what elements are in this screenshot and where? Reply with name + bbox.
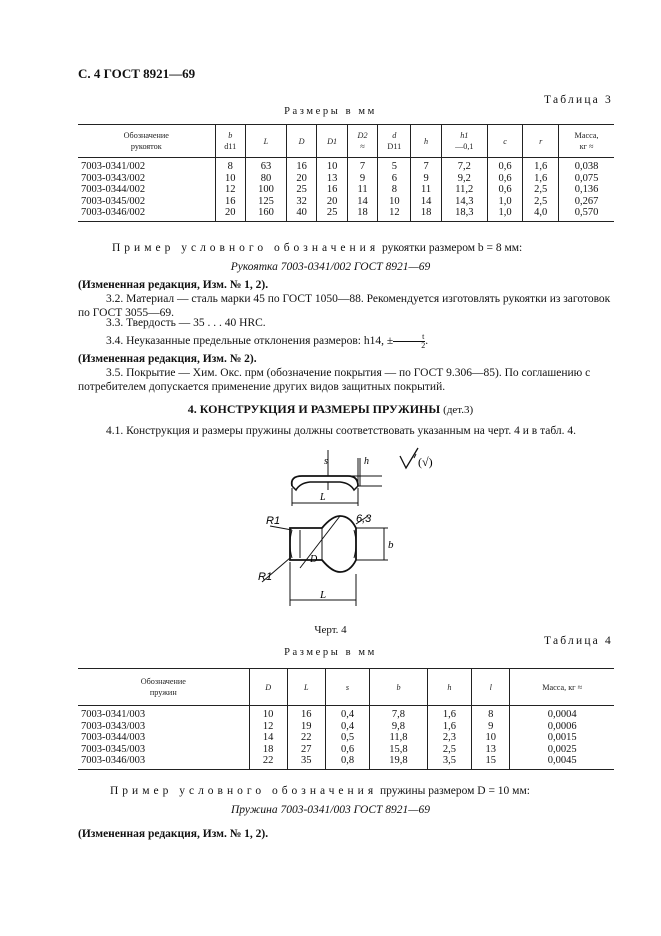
table3-header-text: d <box>392 131 397 140</box>
table3-header-text: D2 <box>357 131 368 140</box>
revision-note-1: (Измененная редакция, Изм. № 1, 2). <box>78 279 269 291</box>
para-3-4-text: 3.4. Неуказанные предельные отклонения размеров: h14, ± <box>106 335 394 348</box>
table3-header-text: рукояток <box>130 142 162 151</box>
label-L-bottom: L <box>320 589 327 601</box>
table-cell: 2,5 <box>523 184 559 196</box>
table-cell: 7003-0344/003 <box>78 732 249 744</box>
table-cell: 12 <box>249 721 287 733</box>
table-cell: 0,136 <box>559 184 614 196</box>
table-cell: 10 <box>472 732 510 744</box>
table-cell: 7003-0346/002 <box>78 207 215 221</box>
table4-header-row <box>78 669 614 706</box>
table3-header-text: h1 <box>460 131 469 140</box>
table-row <box>78 706 614 721</box>
table-cell: 8 <box>472 706 510 721</box>
table-cell: 0,0004 <box>510 706 614 721</box>
table3-header-cell <box>487 125 523 158</box>
table-row <box>78 755 614 769</box>
label-roughness: 6,3 <box>356 513 372 525</box>
table-row <box>78 732 614 744</box>
table-cell: 2,3 <box>427 732 472 744</box>
table-cell: 0,8 <box>325 755 370 769</box>
label-s: s <box>324 456 328 467</box>
revision-note-2: (Измененная редакция, Изм. № 2). <box>78 353 257 365</box>
table-cell: 0,4 <box>325 706 370 721</box>
table-cell: 16 <box>215 196 245 208</box>
table-cell: 7003-0345/002 <box>78 196 215 208</box>
table-row <box>78 721 614 733</box>
table-cell: 7,2 <box>441 158 487 173</box>
table3 <box>78 124 614 222</box>
example1-line <box>112 241 632 255</box>
table-cell: 0,038 <box>559 158 614 173</box>
table4-header-text: l <box>489 682 492 692</box>
table-cell: 19,8 <box>370 755 427 769</box>
table-cell: 0,570 <box>559 207 614 221</box>
table-cell: 9 <box>347 173 377 185</box>
table-cell: 2,5 <box>523 196 559 208</box>
fraction-t-2 <box>393 333 425 350</box>
table4 <box>78 668 614 770</box>
table4-header-cell <box>472 669 510 706</box>
para-3-2: 3.2. Материал — сталь марки 45 по ГОСТ 1050—88. Рекомендуется изготовлять рукоятки из заготовок по ГОСТ 3055—69. <box>78 293 611 319</box>
table-cell: 2,5 <box>427 744 472 756</box>
table-cell: 0,267 <box>559 196 614 208</box>
table-cell: 16 <box>286 158 316 173</box>
table-cell: 9 <box>411 173 441 185</box>
table3-header-cell <box>215 125 245 158</box>
table-cell: 0,0006 <box>510 721 614 733</box>
table-cell: 4,0 <box>523 207 559 221</box>
table4-header-text: пружин <box>149 688 177 697</box>
table-cell: 7,8 <box>370 706 427 721</box>
table3-header-text: ≈ <box>360 142 365 151</box>
table4-header-cell <box>510 669 614 706</box>
table-row <box>78 184 614 196</box>
table-cell: 35 <box>287 755 325 769</box>
table-cell: 80 <box>246 173 287 185</box>
table-cell: 15,8 <box>370 744 427 756</box>
table3-header-cell <box>559 125 614 158</box>
table4-header-text: D <box>265 682 272 692</box>
revision-note-final: (Измененная редакция, Изм. № 1, 2). <box>78 828 269 840</box>
section-4-heading: 4. КОНСТРУКЦИЯ И РАЗМЕРЫ ПРУЖИНЫ <box>187 402 441 416</box>
table-cell: 0,6 <box>487 158 523 173</box>
table-cell: 7003-0343/003 <box>78 721 249 733</box>
page-header: С. 4 ГОСТ 8921—69 <box>78 66 196 81</box>
table3-header-cell <box>78 125 215 158</box>
table4-header-cell <box>287 669 325 706</box>
label-h: h <box>364 456 369 467</box>
para-3-4 <box>78 333 614 350</box>
label-L-top: L <box>320 492 326 503</box>
table-cell: 0,5 <box>325 732 370 744</box>
table-cell: 8 <box>215 158 245 173</box>
table-cell: 14 <box>347 196 377 208</box>
table-cell: 40 <box>286 207 316 221</box>
table4-header-text: s <box>345 682 350 692</box>
table-cell: 14,3 <box>441 196 487 208</box>
fraction-denominator: 2 <box>421 341 426 350</box>
table-cell: 9 <box>472 721 510 733</box>
label-b: b <box>388 539 394 551</box>
table-cell: 13 <box>472 744 510 756</box>
table3-header-text: Масса, <box>574 131 599 140</box>
table-cell: 7003-0344/002 <box>78 184 215 196</box>
table4-header-text: Обозначение <box>140 677 186 686</box>
table-cell: 9,8 <box>370 721 427 733</box>
table3-header-text: D <box>298 136 305 146</box>
table-cell: 1,6 <box>427 706 472 721</box>
fraction-numerator: t <box>393 333 425 342</box>
table3-header-text: L <box>263 136 269 146</box>
table4-header-cell <box>427 669 472 706</box>
table4-header-text: Масса, кг ≈ <box>542 682 583 692</box>
table-cell: 7003-0346/003 <box>78 755 249 769</box>
example1-rest: рукоятки размером b = 8 мм: <box>382 242 523 254</box>
table-cell: 3,5 <box>427 755 472 769</box>
table-cell: 11 <box>411 184 441 196</box>
table3-caption: Таблица 3 <box>544 94 613 106</box>
table-cell: 25 <box>286 184 316 196</box>
section-4-title <box>0 402 661 417</box>
table3-header-text: h <box>424 136 429 146</box>
para-4-1: 4.1. Конструкция и размеры пружины должны соответствовать указанным на черт. 4 и в табл. 4. <box>106 425 577 437</box>
table-cell: 18,3 <box>441 207 487 221</box>
table-cell: 1,6 <box>427 721 472 733</box>
table-cell: 1,6 <box>523 173 559 185</box>
table-cell: 0,6 <box>487 173 523 185</box>
example2-lead: Пример условного обозначения <box>110 785 378 797</box>
table4-header-cell <box>249 669 287 706</box>
table3-header-cell <box>411 125 441 158</box>
table-row <box>78 158 614 173</box>
table-cell: 5 <box>378 158 411 173</box>
table-cell: 11 <box>347 184 377 196</box>
example2-line <box>110 784 630 798</box>
example2-designation: Пружина 7003-0341/003 ГОСТ 8921—69 <box>230 804 430 816</box>
table-cell: 7003-0341/003 <box>78 706 249 721</box>
table-row <box>78 173 614 185</box>
table4-header-text: L <box>303 682 309 692</box>
table-cell: 0,0045 <box>510 755 614 769</box>
para-3-5: 3.5. Покрытие — Хим. Окс. прм (обозначение покрытия — по ГОСТ 9.306—85). По соглашению с потребителем допускается применение других видов защитных покрытий. <box>78 367 591 393</box>
section-4-ref: (дет.3) <box>443 404 474 416</box>
label-R1-top: R1 <box>266 515 281 527</box>
table3-header-text: r <box>539 136 543 146</box>
table3-header-text: —0,1 <box>455 142 474 151</box>
table4-caption: Таблица 4 <box>544 635 613 647</box>
table-cell: 18 <box>249 744 287 756</box>
table-row <box>78 196 614 208</box>
table-cell: 1,6 <box>523 158 559 173</box>
table-cell: 19 <box>287 721 325 733</box>
table3-header-row <box>78 125 614 158</box>
table3-header-cell <box>317 125 347 158</box>
table-cell: 125 <box>246 196 287 208</box>
table-cell: 22 <box>287 732 325 744</box>
table-row <box>78 207 614 221</box>
table-row <box>78 744 614 756</box>
table-cell: 0,6 <box>325 744 370 756</box>
table3-dims-note: Размеры в мм <box>284 106 377 117</box>
table-cell: 10 <box>317 158 347 173</box>
table-cell: 14 <box>411 196 441 208</box>
example2-rest: пружины размером D = 10 мм: <box>380 785 530 797</box>
table-cell: 9,2 <box>441 173 487 185</box>
drawing-caption: Черт. 4 <box>314 624 347 636</box>
label-R1-bottom: R1 <box>258 571 273 583</box>
table-cell: 10 <box>378 196 411 208</box>
table-cell: 100 <box>246 184 287 196</box>
table-cell: 11,8 <box>370 732 427 744</box>
table4-header-cell <box>325 669 370 706</box>
table-cell: 18 <box>411 207 441 221</box>
table-cell: 32 <box>286 196 316 208</box>
roughness-sign: (√) <box>418 455 433 469</box>
table-cell: 8 <box>378 184 411 196</box>
spring-drawing <box>240 446 450 618</box>
table-cell: 13 <box>317 173 347 185</box>
table-cell: 14 <box>249 732 287 744</box>
table-cell: 20 <box>286 173 316 185</box>
table4-header-text: h <box>447 682 452 692</box>
table-cell: 6 <box>378 173 411 185</box>
table4-header-cell <box>78 669 249 706</box>
para-3-4-end: . <box>425 335 429 348</box>
table-cell: 20 <box>317 196 347 208</box>
table-cell: 7 <box>347 158 377 173</box>
table3-header-cell <box>441 125 487 158</box>
table-cell: 0,0025 <box>510 744 614 756</box>
table-cell: 25 <box>317 207 347 221</box>
table-cell: 0,075 <box>559 173 614 185</box>
table-cell: 0,4 <box>325 721 370 733</box>
table3-header-cell <box>286 125 316 158</box>
table-cell: 7003-0341/002 <box>78 158 215 173</box>
table4-header-text: b <box>396 682 401 692</box>
table3-header-cell <box>246 125 287 158</box>
table-cell: 0,0015 <box>510 732 614 744</box>
table-cell: 63 <box>246 158 287 173</box>
table3-header-cell <box>523 125 559 158</box>
table3-header-text: D1 <box>327 136 338 146</box>
table-cell: 7 <box>411 158 441 173</box>
table3-header-text: Обозначение <box>123 131 169 140</box>
table3-header-text: кг ≈ <box>579 142 594 151</box>
table-cell: 1,0 <box>487 196 523 208</box>
table-cell: 16 <box>287 706 325 721</box>
table-cell: 7003-0343/002 <box>78 173 215 185</box>
table-cell: 18 <box>347 207 377 221</box>
table3-header-text: d11 <box>224 142 237 151</box>
table-cell: 22 <box>249 755 287 769</box>
table3-header-text: D11 <box>387 142 402 151</box>
para-3-3: 3.3. Твердость — 35 . . . 40 HRC. <box>106 317 266 329</box>
table-cell: 10 <box>249 706 287 721</box>
table-cell: 15 <box>472 755 510 769</box>
table-cell: 1,0 <box>487 207 523 221</box>
table-cell: 12 <box>378 207 411 221</box>
table-cell: 11,2 <box>441 184 487 196</box>
table4-dims-note: Размеры в мм <box>284 647 377 658</box>
example1-designation: Рукоятка 7003-0341/002 ГОСТ 8921—69 <box>230 261 431 273</box>
table-cell: 7003-0345/003 <box>78 744 249 756</box>
table-cell: 160 <box>246 207 287 221</box>
table3-header-text: b <box>228 131 233 140</box>
table-cell: 0,6 <box>487 184 523 196</box>
table-cell: 16 <box>317 184 347 196</box>
table3-header-cell <box>347 125 377 158</box>
table3-header-text: c <box>503 136 507 146</box>
table-cell: 12 <box>215 184 245 196</box>
table-cell: 10 <box>215 173 245 185</box>
table4-header-cell <box>370 669 427 706</box>
label-D: D <box>310 554 318 565</box>
table-cell: 20 <box>215 207 245 221</box>
example1-lead: Пример условного обозначения <box>112 242 380 254</box>
table3-header-cell <box>378 125 411 158</box>
table-cell: 27 <box>287 744 325 756</box>
